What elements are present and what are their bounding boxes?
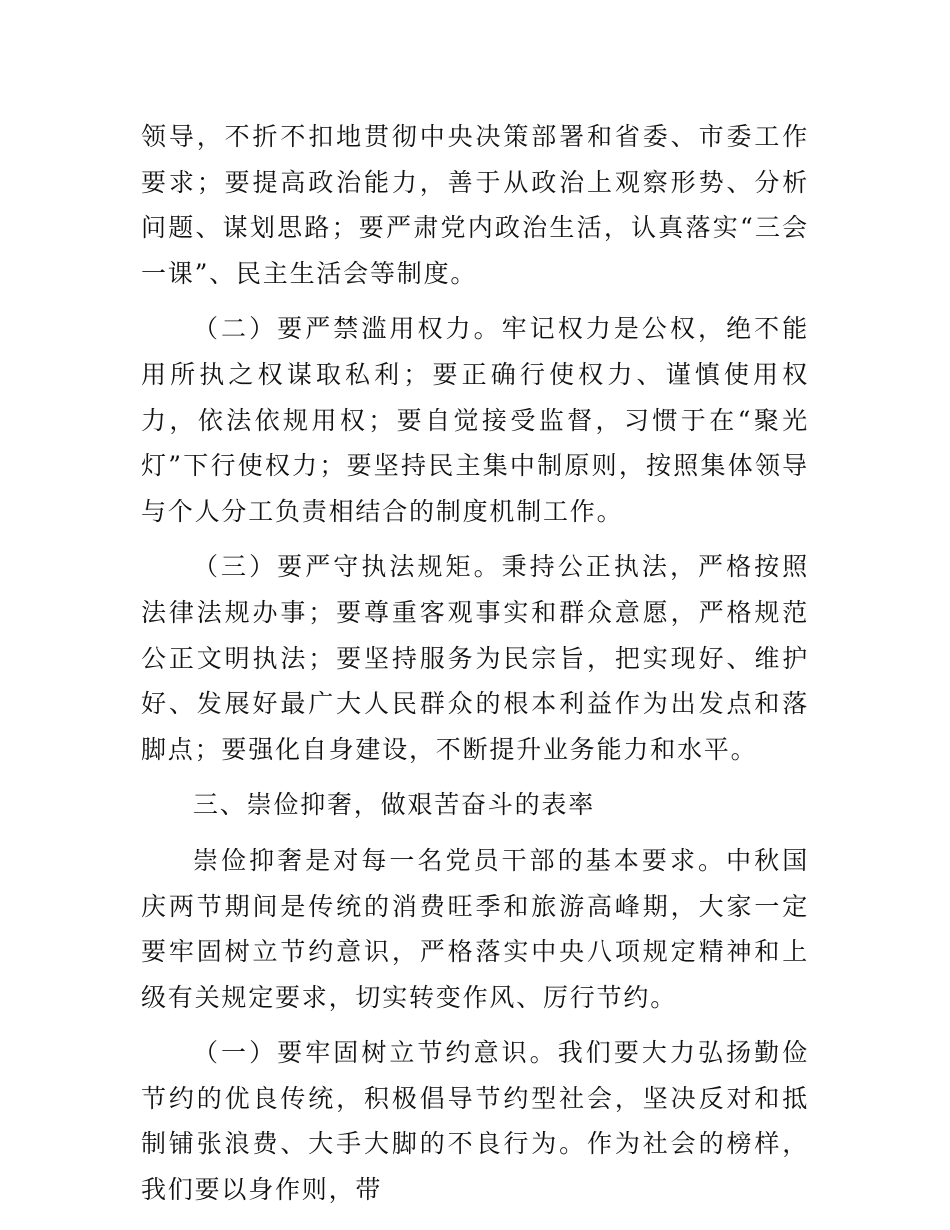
paragraph-1: 领导，不折不扣地贯彻中央决策部署和省委、市委工作要求；要提高政治能力，善于从政治上观察形势、分析问题、谋划思路；要严肃党内政治生活，认真落实“三会一课”、民主生活会等制度。 bbox=[141, 122, 809, 288]
document-body bbox=[141, 114, 809, 1223]
paragraph-4: 崇俭抑奢是对每一名党员干部的基本要求。中秋国庆两节期间是传统的消费旺季和旅游高峰期，大家一定要牢固树立节约意识，严格落实中央八项规定精神和上级有关规定要求，切实转变作风、厉行节约。 bbox=[141, 845, 809, 1012]
section-heading: 三、崇俭抑奢，做艰苦奋斗的表率 bbox=[193, 790, 596, 820]
paragraph-5: （一）要牢固树立节约意识。我们要大力弘扬勤俭节约的优良传统，积极倡导节约型社会，坚决反对和抵制铺张浪费、大手大脚的不良行为。作为社会的榜样，我们要以身作则，带 bbox=[141, 1038, 809, 1205]
paragraph-2: （二）要严禁滥用权力。牢记权力是公权，绝不能用所执之权谋取私利；要正确行使权力、谨慎使用权力，依法依规用权；要自觉接受监督，习惯于在“聚光灯”下行使权力；要坚持民主集中制原则，按照集体领导与个人分工负责相结合的制度机制工作。 bbox=[141, 314, 809, 526]
paragraph-3: （三）要严守执法规矩。秉持公正执法，严格按照法律法规办事；要尊重客观事实和群众意愿，严格规范公正文明执法；要坚持服务为民宗旨，把实现好、维护好、发展好最广大人民群众的根本利益作为出发点和落脚点；要强化自身建设，不断提升业务能力和水平。 bbox=[141, 552, 809, 764]
